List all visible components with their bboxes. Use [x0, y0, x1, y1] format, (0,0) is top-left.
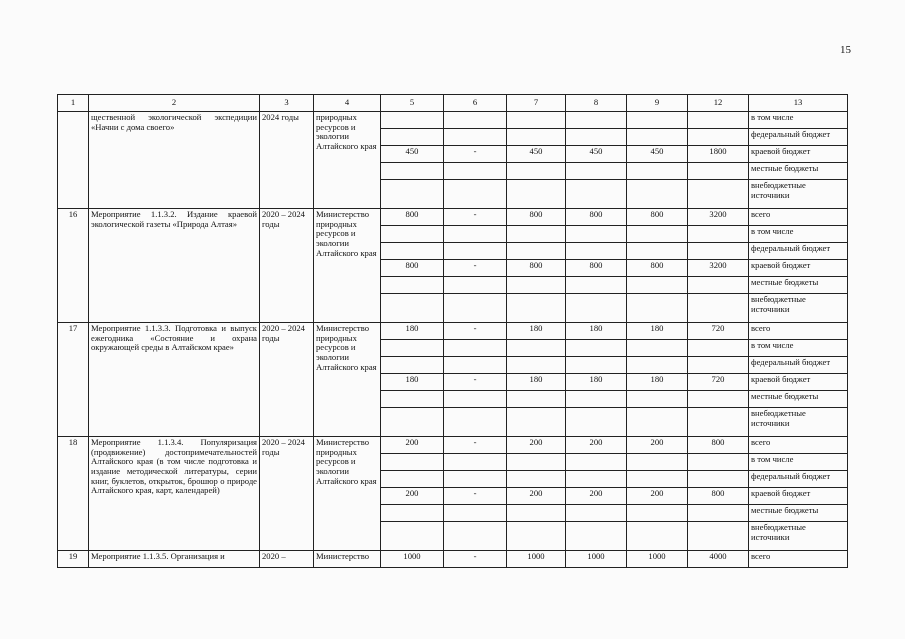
funding-source: краевой бюджет — [749, 260, 848, 277]
funding-source: внебюджетные источники — [749, 180, 848, 209]
measure-title: Мероприятие 1.1.3.2. Издание краевой экологической газеты «Природа Алтая» — [89, 209, 260, 323]
value-cell: 180 — [381, 374, 444, 391]
measure-period: 2020 – 2024 годы — [260, 323, 314, 437]
value-cell: - — [444, 488, 507, 505]
table-row — [58, 551, 848, 568]
table-row — [58, 112, 848, 129]
funding-source: внебюджетные источники — [749, 294, 848, 323]
table-row — [58, 437, 848, 454]
funding-source: федеральный бюджет — [749, 129, 848, 146]
row-number: 18 — [58, 437, 89, 551]
funding-source: в том числе — [749, 454, 848, 471]
value-cell: - — [444, 551, 507, 568]
row-number — [58, 112, 89, 209]
row-number: 19 — [58, 551, 89, 568]
value-cell: 800 — [381, 209, 444, 226]
value-cell: 180 — [566, 323, 627, 340]
measure-executor: Министерство природных ресурсов и экологии Алтайского края — [314, 437, 381, 551]
row-number: 17 — [58, 323, 89, 437]
value-cell: 800 — [507, 209, 566, 226]
funding-source: всего — [749, 323, 848, 340]
measure-executor: Министерство природных ресурсов и экологии Алтайского края — [314, 323, 381, 437]
funding-source: в том числе — [749, 340, 848, 357]
value-cell: 200 — [381, 437, 444, 454]
header-cell: 8 — [566, 95, 627, 112]
value-cell: 450 — [566, 146, 627, 163]
value-cell: 200 — [566, 488, 627, 505]
value-cell: 180 — [627, 374, 688, 391]
funding-source: федеральный бюджет — [749, 471, 848, 488]
funding-source: местные бюджеты — [749, 163, 848, 180]
table-row — [58, 209, 848, 226]
measure-period: 2020 – 2024 годы — [260, 209, 314, 323]
value-cell: 1000 — [627, 551, 688, 568]
budget-table — [57, 94, 848, 568]
value-cell: 200 — [627, 488, 688, 505]
header-row — [58, 95, 848, 112]
header-cell: 5 — [381, 95, 444, 112]
funding-source: федеральный бюджет — [749, 243, 848, 260]
value-cell: 200 — [507, 437, 566, 454]
header-cell: 13 — [749, 95, 848, 112]
table-row — [58, 323, 848, 340]
value-cell: 200 — [381, 488, 444, 505]
value-cell: 180 — [566, 374, 627, 391]
funding-source: всего — [749, 209, 848, 226]
header-cell: 2 — [89, 95, 260, 112]
value-cell: 800 — [566, 260, 627, 277]
measure-period: 2020 – 2024 годы — [260, 437, 314, 551]
funding-source: федеральный бюджет — [749, 357, 848, 374]
value-cell: 1000 — [381, 551, 444, 568]
value-cell: 1800 — [688, 146, 749, 163]
value-cell: 4000 — [688, 551, 749, 568]
value-cell: 1000 — [566, 551, 627, 568]
measure-title: щественной экологической экспедиции «Начни с дома своего» — [89, 112, 260, 209]
value-cell: - — [444, 260, 507, 277]
value-cell: 200 — [566, 437, 627, 454]
value-cell: 200 — [627, 437, 688, 454]
value-cell: 1000 — [507, 551, 566, 568]
value-cell: 450 — [381, 146, 444, 163]
value-cell: 800 — [688, 437, 749, 454]
value-cell: 800 — [507, 260, 566, 277]
header-cell: 7 — [507, 95, 566, 112]
value-cell: - — [444, 209, 507, 226]
value-cell: 180 — [507, 374, 566, 391]
funding-source: в том числе — [749, 112, 848, 129]
value-cell: 800 — [688, 488, 749, 505]
value-cell: - — [444, 146, 507, 163]
funding-source: местные бюджеты — [749, 277, 848, 294]
header-cell: 4 — [314, 95, 381, 112]
header-cell: 3 — [260, 95, 314, 112]
value-cell: 180 — [627, 323, 688, 340]
funding-source: краевой бюджет — [749, 488, 848, 505]
measure-executor: Министерство природных ресурсов и экологии Алтайского края — [314, 209, 381, 323]
value-cell: 720 — [688, 374, 749, 391]
measure-period: 2020 – — [260, 551, 314, 568]
measure-period: 2024 годы — [260, 112, 314, 209]
value-cell: 800 — [627, 209, 688, 226]
header-cell: 1 — [58, 95, 89, 112]
funding-source: всего — [749, 551, 848, 568]
value-cell: 180 — [507, 323, 566, 340]
funding-source: краевой бюджет — [749, 146, 848, 163]
value-cell: - — [444, 323, 507, 340]
measure-title: Мероприятие 1.1.3.5. Организация и — [89, 551, 260, 568]
value-cell: 720 — [688, 323, 749, 340]
header-cell: 6 — [444, 95, 507, 112]
value-cell: 3200 — [688, 260, 749, 277]
funding-source: внебюджетные источники — [749, 522, 848, 551]
funding-source: в том числе — [749, 226, 848, 243]
funding-source: краевой бюджет — [749, 374, 848, 391]
funding-source: местные бюджеты — [749, 391, 848, 408]
value-cell: 3200 — [688, 209, 749, 226]
measure-title: Мероприятие 1.1.3.4. Популяризация (продвижение) достопримечательностей Алтайского края (в том числе подготовка и издание методической литературы, серии книг, буклетов, открыток, брошюр о природе Алтайского края, карт, календарей) — [89, 437, 260, 551]
funding-source: всего — [749, 437, 848, 454]
row-number: 16 — [58, 209, 89, 323]
header-cell: 12 — [688, 95, 749, 112]
page-number: 15 — [840, 44, 851, 56]
value-cell: 450 — [507, 146, 566, 163]
funding-source: местные бюджеты — [749, 505, 848, 522]
measure-executor: Министерство — [314, 551, 381, 568]
value-cell: 800 — [381, 260, 444, 277]
value-cell: 450 — [627, 146, 688, 163]
measure-title: Мероприятие 1.1.3.3. Подготовка и выпуск ежегодника «Состояние и охрана окружающей среды в Алтайском крае» — [89, 323, 260, 437]
value-cell: - — [444, 437, 507, 454]
measure-executor: природных ресурсов и экологии Алтайского края — [314, 112, 381, 209]
value-cell: 180 — [381, 323, 444, 340]
value-cell: 800 — [627, 260, 688, 277]
header-cell: 9 — [627, 95, 688, 112]
value-cell: 200 — [507, 488, 566, 505]
value-cell: 800 — [566, 209, 627, 226]
funding-source: внебюджетные источники — [749, 408, 848, 437]
value-cell: - — [444, 374, 507, 391]
